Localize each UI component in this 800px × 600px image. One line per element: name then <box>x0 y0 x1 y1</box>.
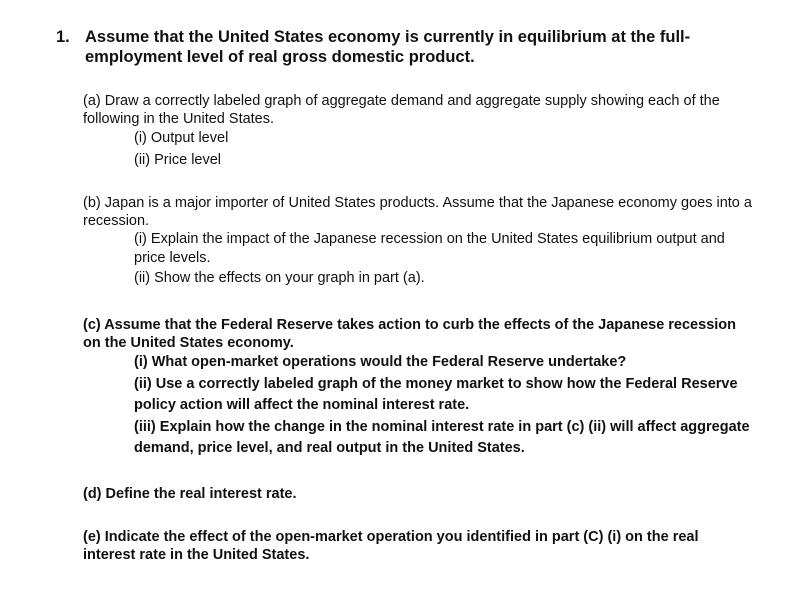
part-d-text: (d) Define the real interest rate. <box>83 486 297 502</box>
question-text: Assume that the United States economy is currently in equilibrium at the full-employment level of real gross domestic product. <box>85 28 691 66</box>
part-b <box>83 194 753 290</box>
part-c-text: (c) Assume that the Federal Reserve takes action to curb the effects of the Japanese recession on the United States economy. <box>83 317 736 351</box>
part-e <box>83 528 753 564</box>
part-a-sub-ii: (ii) Price level <box>134 151 222 168</box>
part-c-sub-i: (i) What open-market operations would the Federal Reserve undertake? <box>134 354 627 370</box>
part-b-text: (b) Japan is a major importer of United States products. Assume that the Japanese economy goes into a recession. <box>83 195 752 229</box>
part-c-sub-ii: (ii) Use a correctly labeled graph of the money market to show how the Federal Reserve policy action will affect the nominal interest rate. <box>134 375 738 413</box>
question-number: 1. <box>56 28 70 46</box>
part-b-sub-ii: (ii) Show the effects on your graph in part (a). <box>134 270 425 286</box>
part-b-sub-i: (i) Explain the impact of the Japanese recession on the United States equilibrium output and price levels. <box>134 231 725 266</box>
part-e-text: (e) Indicate the effect of the open-market operation you identified in part (C) (i) on the real interest rate in the United States. <box>83 529 699 563</box>
part-a-sub-i: (i) Output level <box>134 130 229 146</box>
part-c-sub-iii: (iii) Explain how the change in the nominal interest rate in part (c) (ii) will affect aggregate demand, price level, and real output in the United States. <box>134 418 750 456</box>
part-c <box>83 316 753 460</box>
part-a-text: (a) Draw a correctly labeled graph of aggregate demand and aggregate supply showing each of the following in the United States. <box>83 93 720 127</box>
question-heading <box>56 27 756 67</box>
part-a <box>83 92 753 171</box>
part-d <box>83 485 753 503</box>
